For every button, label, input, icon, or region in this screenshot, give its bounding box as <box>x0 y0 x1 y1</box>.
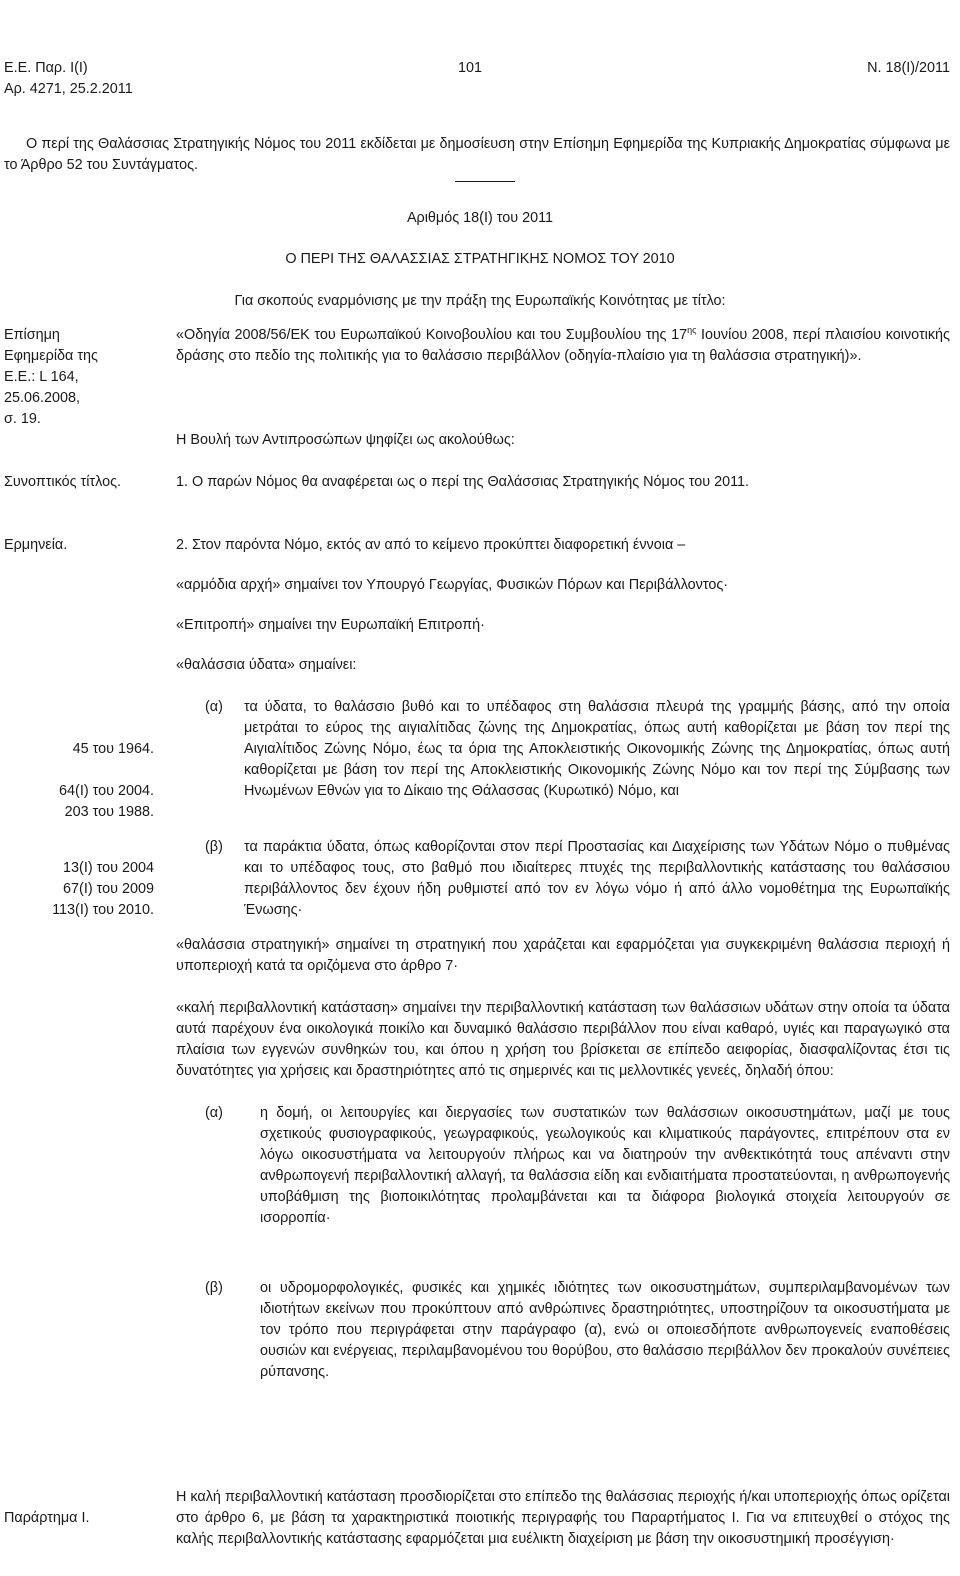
section-2: 2. Στον παρόντα Νόμο, εκτός αν από το κείμενο προκύπτει διαφορετική έννοια – <box>176 537 686 553</box>
page-number: 101 <box>457 60 482 76</box>
publication-notice: Ο περί της Θαλάσσιας Στρατηγικής Νόμος του 2011 εκδίδεται με δημοσίευση στην Επίσημη Εφημερίδα της Κυπριακής Δημοκρατίας σύμφωνα με το Άρθρο 52 του Συντάγματος. <box>4 136 950 173</box>
law-number: Αριθμός 18(Ι) του 2011 <box>406 210 554 226</box>
status-b-label: (β) <box>205 1280 223 1296</box>
enactment-clause: Η Βουλή των Αντιπροσώπων ψηφίζει ως ακολούθως: <box>176 432 515 448</box>
def-competent-authority: «αρμόδια αρχή» σημαίνει τον Υπουργό Γεωργίας, Φυσικών Πόρων και Περιβάλλοντος· <box>176 577 729 593</box>
margin-law-6: 113(Ι) του 2010. <box>52 902 154 918</box>
purpose-line: Για σκοπούς εναρμόνισης με την πράξη της Ευρωπαϊκής Κοινότητας με τίτλο: <box>234 293 726 309</box>
margin-annex: Παράρτημα Ι. <box>4 1510 90 1526</box>
directive-reference <box>176 325 950 367</box>
def-marine-waters: «θαλάσσια ύδατα» σημαίνει: <box>176 657 357 673</box>
margin-gazette-4: 25.06.2008, <box>4 390 81 406</box>
def-good-status: «καλή περιβαλλοντική κατάσταση» σημαίνει την περιβαλλοντική κατάσταση των θαλάσσιων υδάτων στην οποία τα ύδατα αυτά παρέχουν ένα οικολογικά ποικίλο και δυναμικό θαλάσσιο περιβάλλον που είναι καθαρό, υγιές και παραγωγικό στα πλαίσια των εγγενών συνθηκών του, και όπου η χρήση του βρίσκεται σε επίπεδο αειφορίας, διασφαλίζοντας έτσι τις δυνατότητες για χρήσεις και δραστηριότητες από τις σημερινές και τις μελλοντικές γενεές, δηλαδή όπου: <box>176 1000 950 1079</box>
margin-gazette-2: Εφημερίδα της <box>4 348 98 364</box>
marine-a-text: τα ύδατα, το θαλάσσιο βυθό και το υπέδαφος στη θαλάσσια πλευρά της γραμμής βάσης, από την οποία μετράται το εύρος της αιγιαλίτιδας ζώνης της Δημοκρατίας, όπως αυτή καθορίζεται με βάση τον περί της Αιγιαλίτιδος Ζώνης Νόμο, έως τα όρια της Αποκλειστικής Οικονομικής Ζώνης της Δημοκρατίας, όπως αυτή καθορίζεται με βάση τον περί της Αποκλειστικής Οικονομικής Ζώνης Νόμο και τον περί της Σύμβασης των Ηνωμένων Εθνών για το Δίκαιο της Θάλασσας (Κυρωτικό) Νόμο, και <box>244 699 950 799</box>
margin-law-refs-b <box>4 858 154 921</box>
margin-law-2: 64(Ι) του 2004. <box>59 783 154 799</box>
law-title: Ο ΠΕΡΙ ΤΗΣ ΘΑΛΑΣΣΙΑΣ ΣΤΡΑΤΗΓΙΚΗΣ ΝΟΜΟΣ ΤΟΥ 2010 <box>285 251 675 267</box>
section-1: 1. Ο παρών Νόμος θα αναφέρεται ως ο περί της Θαλάσσιας Στρατηγικής Νόμος του 2011. <box>176 474 750 490</box>
margin-gazette-3: Ε.Ε.: L 164, <box>4 369 79 385</box>
directive-text-b: Ιουνίου 2008, περί πλαισίου κοινοτικής δράσης στο πεδίο της πολιτικής για το θαλάσσιο περιβάλλον (οδηγία-πλαίσιο για τη θαλάσσια στρατηγική)». <box>176 327 950 364</box>
marine-b-text: τα παράκτια ύδατα, όπως καθορίζονται στον περί Προστασίας και Διαχείρισης των Υδάτων Νόμο ο πυθμένας και το υπέδαφος τους, στο βαθμό που ιδιαίτερες πτυχές της περιβαλλοντικής κατάστασης του θαλάσσιου περιβάλλοντος δεν έχουν ήδη ρυθμιστεί από τον εν λόγω νόμο ή από άλλο νομοθέτημα της Ευρωπαϊκής Ένωσης· <box>244 839 950 918</box>
directive-text-a: «Οδηγία 2008/56/ΕΚ του Ευρωπαϊκού Κοινοβουλίου και του Συμβουλίου της 17 <box>176 327 688 343</box>
gazette-issue: Ε.Ε. Παρ. Ι(Ι) <box>4 60 88 76</box>
status-a-label: (α) <box>205 1105 223 1121</box>
margin-gazette-ref <box>4 325 164 430</box>
law-reference: Ν. 18(Ι)/2011 <box>867 60 950 76</box>
def-marine-strategy: «θαλάσσια στρατηγική» σημαίνει τη στρατηγική που χαράζεται και εφαρμόζεται για συγκεκριμένη θαλάσσια περιοχή ή υποπεριοχή κατά τα οριζόμενα στο άρθρο 7· <box>176 937 950 974</box>
gazette-number-date: Αρ. 4271, 25.2.2011 <box>4 81 133 97</box>
margin-law-3: 203 του 1988. <box>64 804 154 820</box>
margin-short-title: Συνοπτικός τίτλος. <box>4 474 122 490</box>
margin-gazette-5: σ. 19. <box>4 411 41 427</box>
closing-paragraph: Η καλή περιβαλλοντική κατάσταση προσδιορίζεται στο επίπεδο της θαλάσσιας περιοχής ή/και υποπεριοχής όπως ορίζεται στο άρθρο 6, με βάση τα χαρακτηριστικά ποιοτικής περιγραφής του Παραρτήματος Ι. Για να επιτευχθεί ο στόχος της καλής περιβαλλοντικής κατάστασης εφαρμόζεται μια ευέλικτη διαχείριση με βάση την οικοσυστημική προσέγγιση· <box>176 1489 950 1547</box>
margin-law-1: 45 του 1964. <box>72 741 154 757</box>
status-b-text: οι υδρομορφολογικές, φυσικές και χημικές ιδιότητες των οικοσυστημάτων, συμπεριλαμβανομένων των ιδιοτήτων εκείνων που προκύπτουν από ανθρώπινες δραστηριότητες, υποστηρίζουν τα οικοσυστήματα με τον τρόπο που περιγράφεται στην παράγραφο (α), ενώ οι οποιεσδήποτε ανθρωπογενείς εναποθέσεις ουσιών και ενέργειας, περιλαμβανομένου του θορύβου, στο θαλάσσιο περιβάλλον δεν προκαλούν συνέπειες ρύπανσης. <box>260 1280 950 1380</box>
margin-gazette-1: Επίσημη <box>4 327 60 343</box>
margin-law-5: 67(Ι) του 2009 <box>63 881 154 897</box>
margin-law-4: 13(Ι) του 2004 <box>63 860 154 876</box>
marine-b-label: (β) <box>205 839 223 855</box>
separator-line <box>455 181 515 182</box>
marine-a-label: (α) <box>205 699 223 715</box>
margin-interpretation: Ερμηνεία. <box>4 537 68 553</box>
header-left <box>4 58 204 100</box>
def-commission: «Επιτροπή» σημαίνει την Ευρωπαϊκή Επιτροπή· <box>176 617 485 633</box>
status-a-text: η δομή, οι λειτουργίες και διεργασίες των συστατικών των θαλάσσιων οικοσυστημάτων, μαζί με τους σχετικούς φυσιογραφικούς, γεωγραφικούς, γεωλογικούς και κλιματικούς παράγοντες, επιτρέπουν στα εν λόγω οικοσυστήματα να λειτουργούν πλήρως και να διατηρούν την ανθεκτικότητά τους απέναντι στην ανθρωπογενή περιβαλλοντική αλλαγή, τα θαλάσσια είδη και ενδιαιτήματα προστατεύονται, η ανθρωπογενής υποβάθμιση της βιοποικιλότητας προλαμβάνεται και τα διάφορα βιολογικά στοιχεία λειτουργούν σε ισορροπία· <box>260 1105 950 1226</box>
directive-sup: ης <box>687 325 697 336</box>
